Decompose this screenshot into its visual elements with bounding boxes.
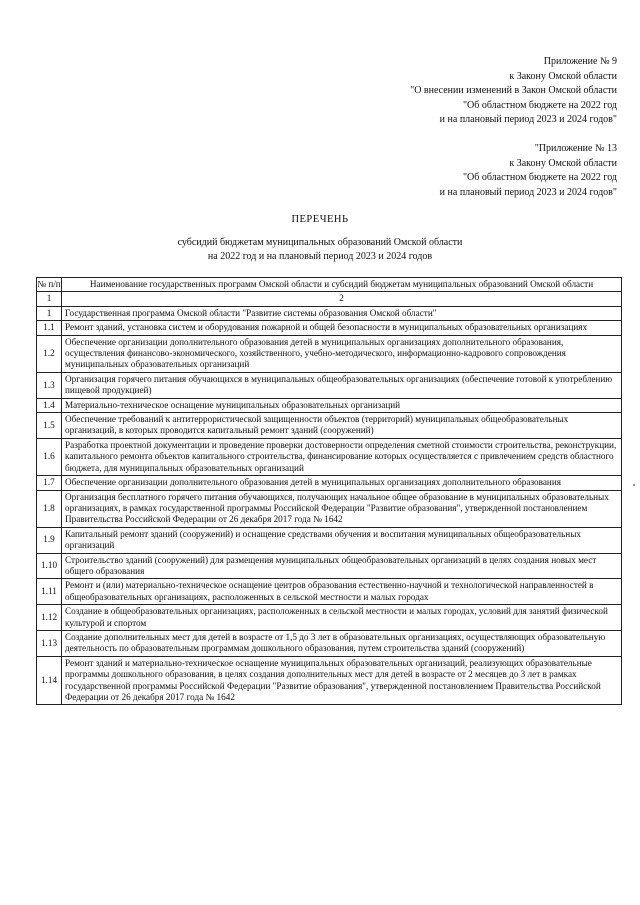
row-number: 1.2 (37, 335, 62, 372)
annex-13-line-2: к Закону Омской области (509, 157, 617, 169)
row-text: Ремонт зданий и материально-техническое оснащение муниципальных образовательных организаций, реализующих образовательные программы дошкольного образования, в целях создания дополнительных мест для детей в возрасте от 2 месяцев до 3 лет в рамках государственной программы Российской Федерации "Развитие образования", утвержденной постановлением Правительства Российской Федерации от 26 декабря 2017 года № 1642 (62, 656, 622, 705)
scan-speck (633, 484, 635, 486)
document-subtitle (0, 236, 640, 264)
table-row (37, 656, 622, 705)
row-text: Обеспечение требований к антитеррористической защищенности объектов (территорий) муниципальных общеобразовательных организаций, в которых проводится капитальный ремонт зданий (сооружений) (62, 413, 622, 439)
table-header-row (37, 278, 622, 292)
annex-13-reference (440, 142, 617, 200)
annex-9-line-1: Приложение № 9 (543, 56, 617, 67)
table-row (37, 335, 622, 372)
subtitle-line-2: на 2022 год и на плановый период 2023 и 2024 годов (207, 251, 433, 262)
annex-9-line-3: "О внесении изменений в Закон Омской области (410, 85, 617, 96)
row-number: 1.4 (37, 398, 62, 412)
header-name-cell: Наименование государственных программ Омской области и субсидий бюджетам муниципальных образований Омской области (62, 278, 622, 292)
row-text: Разработка проектной документации и проведение проверки достоверности определения сметной стоимости строительства, реконструкции, капитального ремонта объектов капитального строительства, финансирование которых осуществляется с привлечением средств областного бюджета, для муниципальных образовательных организаций (62, 438, 622, 475)
table-row (37, 630, 622, 656)
table-row (37, 372, 622, 398)
row-number: 1.12 (37, 605, 62, 631)
row-number: 1.10 (37, 553, 62, 579)
annex-9-line-2: к Закону Омской области (509, 70, 617, 82)
row-number: 1.6 (37, 438, 62, 475)
annex-9-reference (410, 55, 617, 128)
row-number: 1.14 (37, 656, 62, 705)
subtitle-line-1: субсидий бюджетам муниципальных образований Омской области (177, 237, 463, 248)
row-number: 1.13 (37, 630, 62, 656)
row-text: Создание в общеобразовательных организациях, расположенных в сельской местности и малых городах, условий для занятий физической культурой и спортом (62, 605, 622, 631)
row-text: Капитальный ремонт зданий (сооружений) и оснащение средствами обучения и воспитания муниципальных общеобразовательных организаций (62, 527, 622, 553)
table-row (37, 398, 622, 412)
row-text: Обеспечение организации дополнительного образования детей в муниципальных организациях дополнительного образования, осуществления финансово-экономического, хозяйственного, учебно-методического, информационно-кадрового сопровождения муниципальных образовательных организаций (62, 335, 622, 372)
table-index-row (37, 292, 622, 306)
annex-9-line-4: "Об областном бюджете на 2022 год (462, 99, 617, 111)
row-text: Обеспечение организации дополнительного образования детей в муниципальных организациях дополнительного образования (62, 476, 622, 490)
annex-13-line-3: "Об областном бюджете на 2022 год (462, 172, 617, 183)
document-title: ПЕРЕЧЕНЬ (291, 214, 349, 225)
index-name-cell: 2 (62, 292, 622, 306)
row-number: 1.5 (37, 413, 62, 439)
table-row (37, 476, 622, 490)
index-number-cell: 1 (37, 292, 62, 306)
row-text: Материально-техническое оснащение муниципальных образовательных организаций (62, 398, 622, 412)
table-row (37, 306, 622, 320)
row-text: Создание дополнительных мест для детей в возрасте от 1,5 до 3 лет в образовательных организациях, осуществляющих образовательную деятельность по образовательным программам дошкольного образования, путем строительства зданий (сооружений) (62, 630, 622, 656)
header-number-cell: № п/п (37, 278, 62, 292)
row-text: Организация горячего питания обучающихся в муниципальных общеобразовательных организациях (обеспечение готовой к употреблению пищевой продукцией) (62, 372, 622, 398)
row-text: Государственная программа Омской области "Развитие системы образования Омской области" (62, 306, 622, 320)
row-number: 1.7 (37, 476, 62, 490)
table-row (37, 490, 622, 527)
row-number: 1.3 (37, 372, 62, 398)
table-row (37, 413, 622, 439)
row-text: Ремонт и (или) материально-техническое оснащение центров образования естественно-научной и технологической направленностей в общеобразовательных организациях, расположенных в сельской местности и малых городах (62, 579, 622, 605)
table-row (37, 438, 622, 475)
table-row (37, 321, 622, 335)
subsidy-table (36, 277, 622, 705)
table-row (37, 579, 622, 605)
table-row (37, 553, 622, 579)
row-number: 1.9 (37, 527, 62, 553)
row-text: Организация бесплатного горячего питания обучающихся, получающих начальное общее образование в муниципальных образовательных организациях, в рамках государственной программы Российской Федерации "Развитие образования", утвержденной постановлением Правительства Российской Федерации от 26 декабря 2017 года № 1642 (62, 490, 622, 527)
row-text: Ремонт зданий, установка систем и оборудования пожарной и общей безопасности в муниципальных образовательных организациях (62, 321, 622, 335)
row-number: 1.1 (37, 321, 62, 335)
annex-13-line-1: "Приложение № 13 (534, 143, 617, 154)
row-number: 1.11 (37, 579, 62, 605)
row-number: 1.8 (37, 490, 62, 527)
annex-13-line-4: и на плановый период 2023 и 2024 годов" (439, 186, 617, 198)
table-row (37, 527, 622, 553)
annex-9-line-5: и на плановый период 2023 и 2024 годов" (439, 114, 617, 125)
row-number: 1 (37, 306, 62, 320)
table-row (37, 605, 622, 631)
row-text: Строительство зданий (сооружений) для размещения муниципальных общеобразовательных организаций в целях создания новых мест общего образования (62, 553, 622, 579)
